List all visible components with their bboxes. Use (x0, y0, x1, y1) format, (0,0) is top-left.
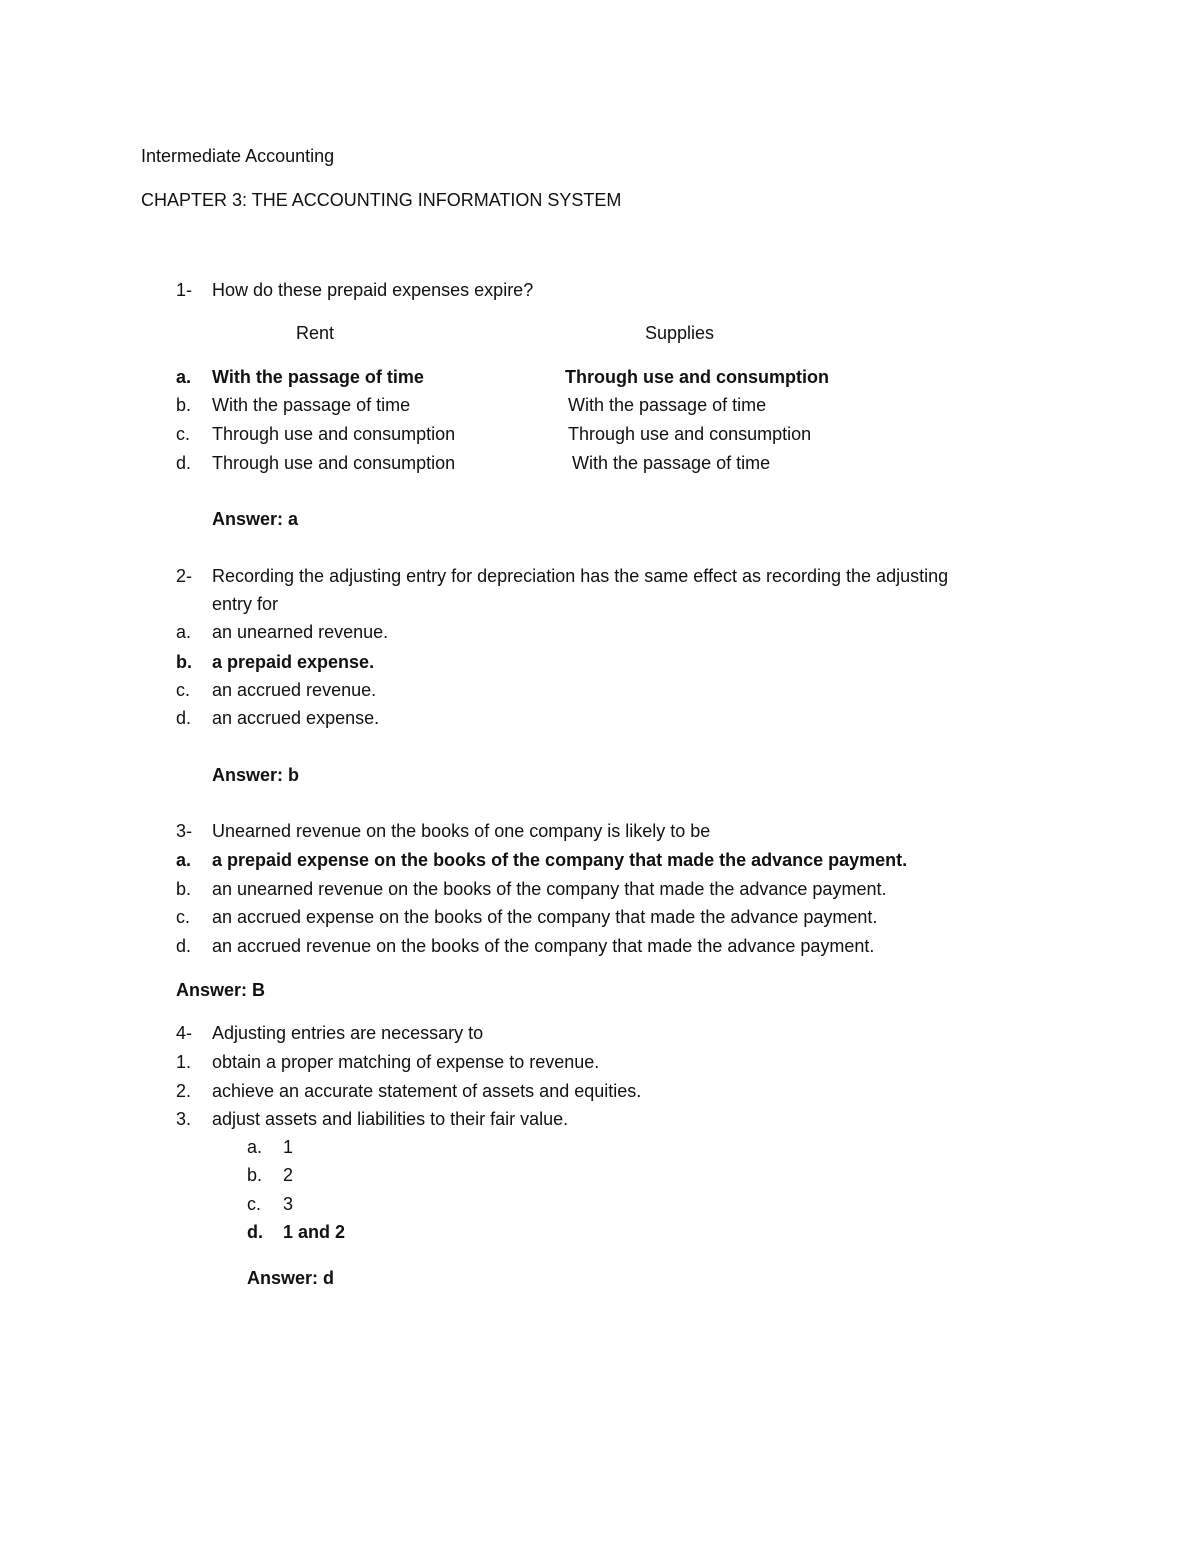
option-text: a prepaid expense on the books of the company that made the advance payment. (212, 850, 908, 870)
option-text: an unearned revenue on the books of the company that made the advance payment. (212, 879, 887, 899)
answer-1: Answer: a (212, 509, 299, 529)
option-letter: b. (247, 1165, 263, 1185)
option-letter: a. (176, 367, 192, 387)
answer-4: Answer: d (247, 1268, 335, 1288)
question-number-4: 4- (176, 1023, 193, 1043)
option-rent-text: Through use and consumption (212, 453, 456, 473)
option-supplies-text: With the passage of time (572, 453, 771, 473)
option-rent-text: With the passage of time (212, 367, 424, 387)
statement-number: 2. (176, 1081, 192, 1101)
option-letter: b. (176, 879, 192, 899)
option-text: 1 and 2 (283, 1222, 346, 1242)
option-text: an accrued expense on the books of the company that made the advance payment. (212, 907, 878, 927)
option-letter: d. (176, 708, 192, 728)
option-letter: b. (176, 395, 192, 415)
question-2-text-line1: Recording the adjusting entry for depreciation has the same effect as recording the adjusting (212, 566, 949, 586)
option-letter: d. (176, 453, 192, 473)
column-header-rent: Rent (296, 323, 335, 343)
statement-text: adjust assets and liabilities to their fair value. (212, 1109, 569, 1129)
option-supplies-text: Through use and consumption (565, 367, 829, 387)
option-supplies-text: Through use and consumption (568, 424, 812, 444)
option-letter: b. (176, 652, 192, 672)
option-text: a prepaid expense. (212, 652, 375, 672)
question-4-text: Adjusting entries are necessary to (212, 1023, 484, 1043)
option-text: an unearned revenue. (212, 622, 389, 642)
option-rent-text: Through use and consumption (212, 424, 456, 444)
option-rent-text: With the passage of time (212, 395, 411, 415)
question-1-text: How do these prepaid expenses expire? (212, 280, 534, 300)
column-header-supplies: Supplies (645, 323, 715, 343)
statement-text: obtain a proper matching of expense to revenue. (212, 1052, 600, 1072)
option-text: an accrued expense. (212, 708, 380, 728)
option-text: 1 (283, 1137, 294, 1157)
question-number-1: 1- (176, 280, 193, 300)
option-letter: a. (176, 850, 192, 870)
option-text: 3 (283, 1194, 294, 1214)
option-supplies-text: With the passage of time (568, 395, 767, 415)
question-number-2: 2- (176, 566, 193, 586)
option-letter: a. (247, 1137, 263, 1157)
option-text: 2 (283, 1165, 294, 1185)
statement-number: 1. (176, 1052, 192, 1072)
question-3-text: Unearned revenue on the books of one company is likely to be (212, 821, 711, 841)
option-letter: a. (176, 622, 192, 642)
option-letter: c. (247, 1194, 262, 1214)
chapter-title: CHAPTER 3: THE ACCOUNTING INFORMATION SYSTEM (141, 190, 622, 210)
option-text: an accrued revenue. (212, 680, 377, 700)
option-letter: c. (176, 907, 191, 927)
option-text: an accrued revenue on the books of the company that made the advance payment. (212, 936, 875, 956)
option-letter: c. (176, 424, 191, 444)
course-title: Intermediate Accounting (141, 146, 335, 166)
statement-number: 3. (176, 1109, 192, 1129)
answer-3: Answer: B (176, 980, 266, 1000)
option-letter: d. (176, 936, 192, 956)
answer-2: Answer: b (212, 765, 300, 785)
question-2-text-line2: entry for (212, 594, 279, 614)
option-letter: c. (176, 680, 191, 700)
option-letter: d. (247, 1222, 263, 1242)
statement-text: achieve an accurate statement of assets and equities. (212, 1081, 642, 1101)
question-number-3: 3- (176, 821, 193, 841)
